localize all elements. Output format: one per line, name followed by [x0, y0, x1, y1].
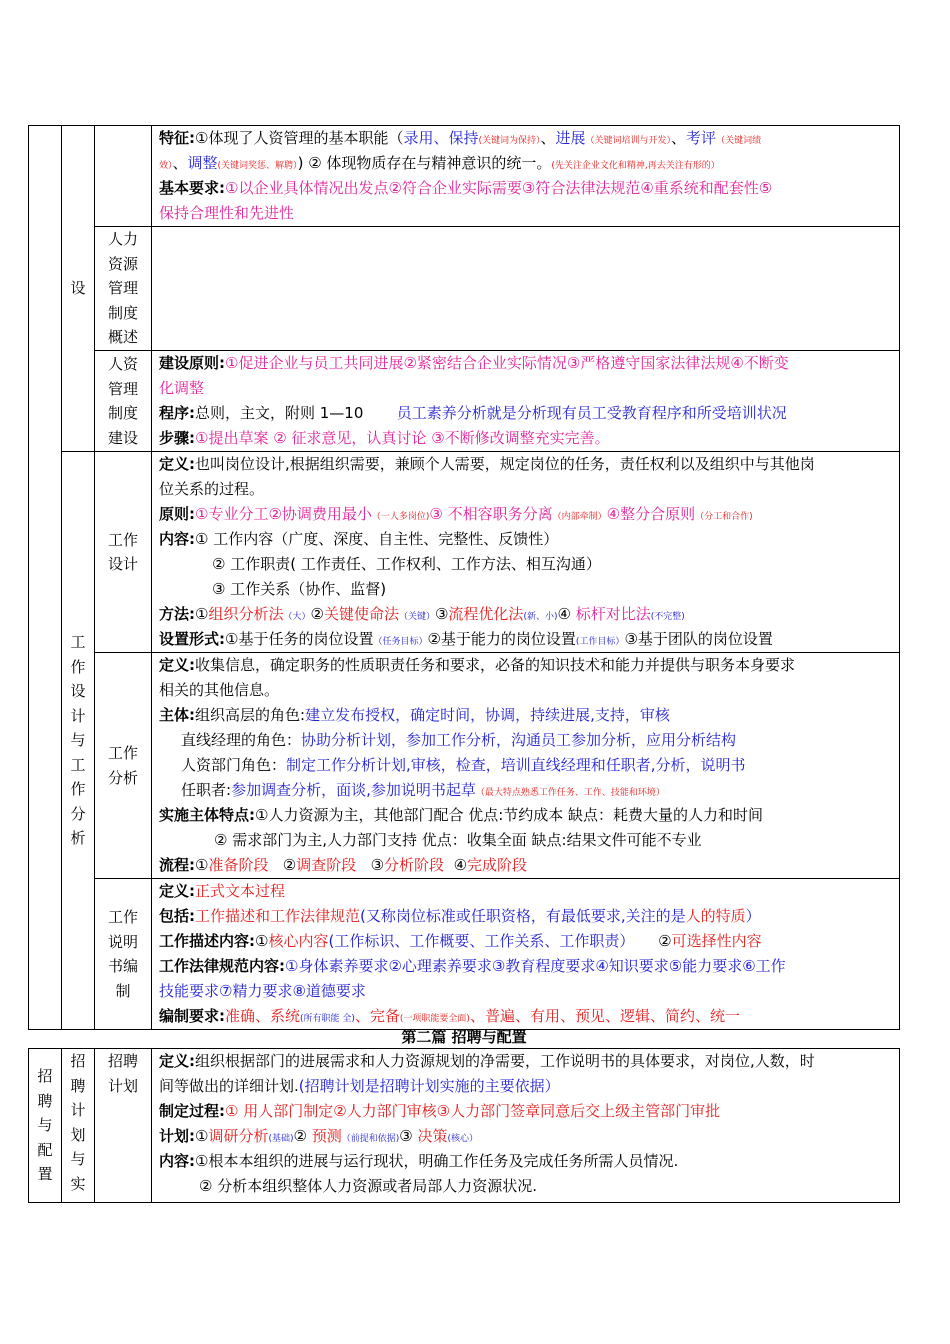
smsh-content: 定义:正式文本过程 包括:工作描述和工作法律规范(又称岗位标准或任职资格，有最低要求,关注的是人的特质） 工作描述内容:①核心内容(工作标识、工作概要、工作关系、工作职责） ②可选择性内容 工作法律规范内容:①身体素养要求②心理素养要求③教育程度要求④知识要求⑤能力要求⑥工作 技能要求⑦精力要求⑧道德要求 编制要求:准确、系统(所有职能 全)、完备(一项职能要全面)、普遍、有用、预见、逻辑、简约、统一 — [152, 879, 900, 1030]
subcat-plan: 招聘计划 — [95, 1049, 152, 1203]
tezheng-cell: 特征:①体现了人资管理的基本职能（录用、保持(关键词为保持）、进展（关键词培训与开发）、考评（关键词绩 效）、调整(关键词奖惩、解聘）) ② 体现物质存在与精神意识的统一。(先关注企业文化和精神,再去关注有形的） 基本要求:①以企业具体情况出发点②符合企业实际需要③符合法律法规范④重系统和配套性⑤ 保持合理性和先进性 — [152, 126, 900, 227]
section2-table — [28, 1048, 900, 1203]
subcat-gaishu: 人力资源管理制度概述 — [95, 227, 152, 351]
part2-title: 第二篇 招聘与配置 — [401, 1028, 527, 1046]
gzfx-content: 定义:收集信息，确定职务的性质职责任务和要求，必备的知识技术和能力并提供与职务本身要求 相关的其他信息。 主体:组织高层的角色:建立发布授权，确定时间，协调，持续进展,支持，审核 直线经理的角色：协助分析计划，参加工作分析，沟通员工参加分析，应用分析结构 人资部门角色：制定工作分析计划,审核，检查，培训直线经理和任职者,分析，说明书 任职者:参加调查分析，面谈,参加说明书起草（最大特点熟悉工作任务、工作、技能和环境） 实施主体特点:①人力资源为主，其他部门配合 优点:节约成本 缺点：耗费大量的人力和时间 ② 需求部门为主,人力部门支持 优点：收集全面 缺点:结果文件可能不专业 流程:①准备阶段 ②调查阶段 ③分析阶段 ④完成阶段 — [152, 653, 900, 879]
plan-content: 定义:组织根据部门的进展需求和人力资源规划的净需要，工作说明书的具体要求，对岗位,人数，时 间等做出的详细计划.(招聘计划是招聘计划实施的主要依据） 制定过程:① 用人部门制定②人力部门审核③人力部门签章同意后交上级主管部门审批 计划:①调研分析(基础)② 预测（前提和依据)③ 决策(核心） 内容:①根本本组织的进展与运行现状，明确工作任务及完成任务所需人员情况. ② 分析本组织整体人力资源或者局部人力资源状况. — [152, 1049, 900, 1203]
subcat-jianshe: 人资管理制度建设 — [95, 351, 152, 452]
subcat-empty — [95, 126, 152, 227]
category-cell-plan: 招聘计划与实 — [62, 1049, 95, 1203]
category-cell-she: 设 — [62, 126, 95, 452]
subcat-smsh: 工作说明书编制 — [95, 879, 152, 1030]
category-cell-gzsj: 工作设计与工作分析 — [62, 452, 95, 1030]
category-cell-zhaopin: 招聘与配置 — [29, 1049, 62, 1203]
subcat-gzfx: 工作分析 — [95, 653, 152, 879]
gaishu-content — [152, 227, 900, 351]
jianshe-content: 建设原则:①促进企业与员工共同进展②紧密结合企业实际情况③严格遵守国家法律法规④不断变 化调整 程序:总则，主文，附则 1—10 员工素养分析就是分析现有员工受教育程序和所受培训状况 步骤:①提出草案 ② 征求意见，认真讨论 ③不断修改调整充实完善。 — [152, 351, 900, 452]
subcat-gzsj: 工作设计 — [95, 452, 152, 653]
outer-left-column — [29, 126, 62, 1030]
section1-table — [28, 125, 900, 1030]
gzsj-content: 定义:也叫岗位设计,根据组织需要，兼顾个人需要，规定岗位的任务，责任权利以及组织中与其他岗 位关系的过程。 原则:①专业分工②协调费用最小（一人多岗位)③ 不相容职务分离（内部牵制）④整分合原则（分工和合作) 内容:① 工作内容（广度、深度、自主性、完整性、反馈性） ② 工作职责( 工作责任、工作权利、工作方法、相互沟通） ③ 工作关系（协作、监督) 方法:①组织分析法（大）②关键使命法（关键）③流程优化法(新、小)④ 标杆对比法(不完整) 设置形式:①基于任务的岗位设置（任务目标）②基于能力的岗位设置(工作目标）③基于团队的岗位设置 — [152, 452, 900, 653]
